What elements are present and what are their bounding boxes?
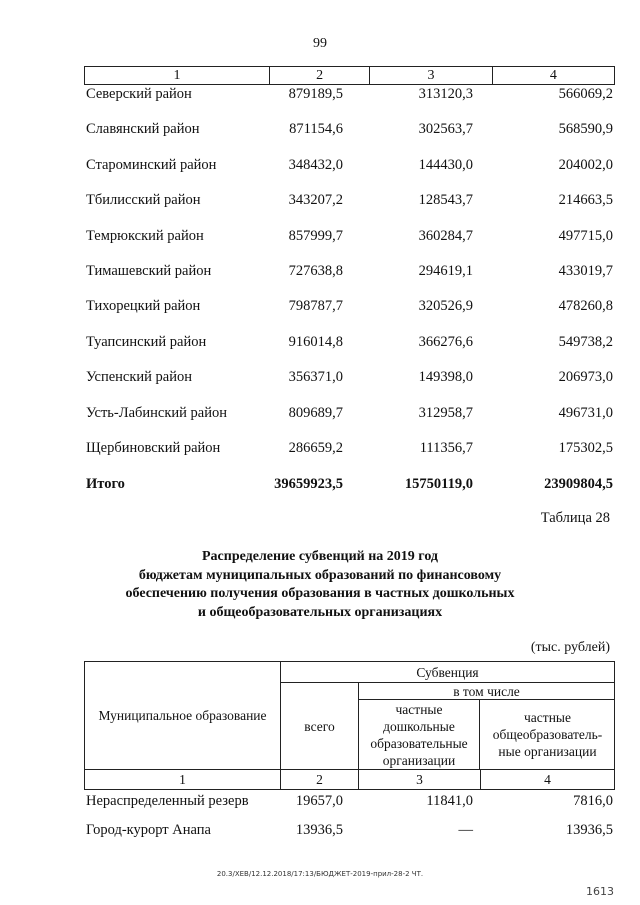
title-line-4: и общеобразовательных организациях (197, 604, 443, 620)
district-row (86, 298, 613, 318)
district-row (86, 86, 613, 106)
district-value-1: 871154,6 (289, 121, 343, 138)
units-label: (тыс. рублей) (530, 640, 610, 655)
district-value-3: 478260,8 (558, 298, 613, 315)
district-value-1: 343207,2 (288, 192, 343, 209)
district-value-3: 566069,2 (558, 86, 613, 102)
total-row (86, 476, 613, 496)
column-number-2: 2 (270, 67, 370, 84)
header-preschool: частные дошкольные образовательные организации (359, 700, 480, 769)
subvention-row (86, 822, 613, 842)
district-row (86, 334, 613, 354)
subvention-row (86, 793, 613, 813)
total-value-3: 23909804,5 (544, 476, 613, 492)
total-label: Итого (86, 476, 125, 492)
district-name: Тимашевский район (86, 263, 212, 279)
total-value-2: 15750119,0 (404, 476, 473, 492)
header-including: в том числе (359, 683, 614, 700)
district-row (86, 121, 613, 141)
district-value-3: 433019,7 (558, 263, 613, 279)
header-total: всего (281, 683, 359, 769)
district-value-3: 549738,2 (558, 333, 613, 350)
district-value-1: 286659,2 (288, 440, 343, 456)
district-value-1: 356371,0 (288, 369, 343, 386)
district-row (86, 263, 613, 283)
title-line-2: бюджетам муниципальных образований по финансовому (138, 567, 502, 583)
district-value-2: 111356,7 (419, 440, 473, 456)
district-value-1: 857999,7 (288, 227, 343, 244)
page-number: 99 (313, 36, 327, 51)
col-num-4: 4 (481, 769, 614, 789)
subvention-table-header (84, 661, 615, 790)
district-name: Староминский район (86, 156, 217, 173)
district-value-1: 798787,7 (288, 298, 343, 315)
district-value-1: 348432,0 (288, 156, 343, 173)
district-value-2: 294619,1 (418, 263, 473, 279)
district-value-2: 149398,0 (418, 369, 473, 386)
col-num-2: 2 (281, 769, 359, 789)
subvention-value-2: — (458, 822, 473, 838)
district-value-2: 360284,7 (418, 227, 473, 244)
district-row (86, 440, 613, 460)
header-subvention: Субвенция (281, 662, 614, 683)
district-name: Тихорецкий район (86, 298, 201, 315)
column-number-header (84, 66, 615, 85)
district-name: Усть-Лабинский район (86, 404, 227, 421)
header-general: частные общеобразователь-ные организации (492, 710, 603, 759)
district-row (86, 157, 613, 177)
subvention-value-2: 11841,0 (426, 793, 473, 809)
subvention-value-1: 19657,0 (295, 793, 343, 809)
district-value-1: 916014,8 (288, 333, 343, 350)
district-value-2: 366276,6 (418, 333, 473, 350)
district-value-2: 302563,7 (418, 121, 473, 138)
column-number-3: 3 (370, 67, 492, 84)
district-value-1: 879189,5 (288, 86, 343, 102)
title-line-1: Распределение субвенций на 2019 год (202, 549, 438, 564)
district-value-3: 206973,0 (558, 369, 613, 386)
district-row (86, 192, 613, 212)
district-value-3: 497715,0 (558, 227, 613, 244)
district-value-1: 727638,8 (288, 263, 343, 279)
total-value-all: 39659923,5 (274, 476, 343, 492)
title-line-3: обеспечению получения образования в частных дошкольных (125, 586, 515, 601)
district-value-3: 496731,0 (558, 404, 613, 421)
table-title (0, 548, 640, 622)
sheet-stamp: 1613 (586, 885, 614, 898)
district-row (86, 405, 613, 425)
district-row (86, 228, 613, 248)
subvention-name: Город-курорт Анапа (86, 822, 211, 838)
district-name: Тбилисский район (86, 192, 201, 209)
subvention-value-1: 13936,5 (295, 822, 343, 838)
col-num-1: 1 (85, 769, 281, 789)
header-municipality: Муниципальное образование (85, 662, 281, 769)
column-number-4: 4 (549, 68, 557, 83)
subvention-value-3: 7816,0 (573, 793, 613, 809)
document-footer: 20.3/ХЕВ/12.12.2018/17:13/БЮДЖЕТ-2019-прил-28-2 ЧТ. (216, 870, 424, 878)
district-value-3: 214663,5 (558, 192, 613, 209)
district-name: Славянский район (86, 121, 200, 138)
district-name: Туапсинский район (86, 333, 207, 350)
district-value-3: 568590,9 (558, 121, 613, 138)
district-name: Темрюкский район (86, 227, 204, 244)
district-value-2: 128543,7 (418, 192, 473, 209)
district-name: Успенский район (86, 369, 192, 386)
subvention-value-3: 13936,5 (565, 822, 613, 838)
district-value-2: 144430,0 (418, 156, 473, 173)
district-name: Северский район (86, 86, 192, 102)
column-number-1: 1 (85, 67, 270, 84)
district-value-2: 320526,9 (418, 298, 473, 315)
district-value-1: 809689,7 (288, 404, 343, 421)
district-row (86, 369, 613, 389)
subvention-name: Нераспределенный резерв (86, 793, 249, 809)
district-value-3: 175302,5 (558, 440, 613, 456)
district-value-2: 312958,7 (418, 404, 473, 421)
col-num-3: 3 (359, 769, 481, 789)
table-label: Таблица 28 (540, 510, 610, 526)
district-value-2: 313120,3 (418, 86, 473, 102)
district-name: Щербиновский район (86, 440, 221, 456)
district-value-3: 204002,0 (558, 156, 613, 173)
